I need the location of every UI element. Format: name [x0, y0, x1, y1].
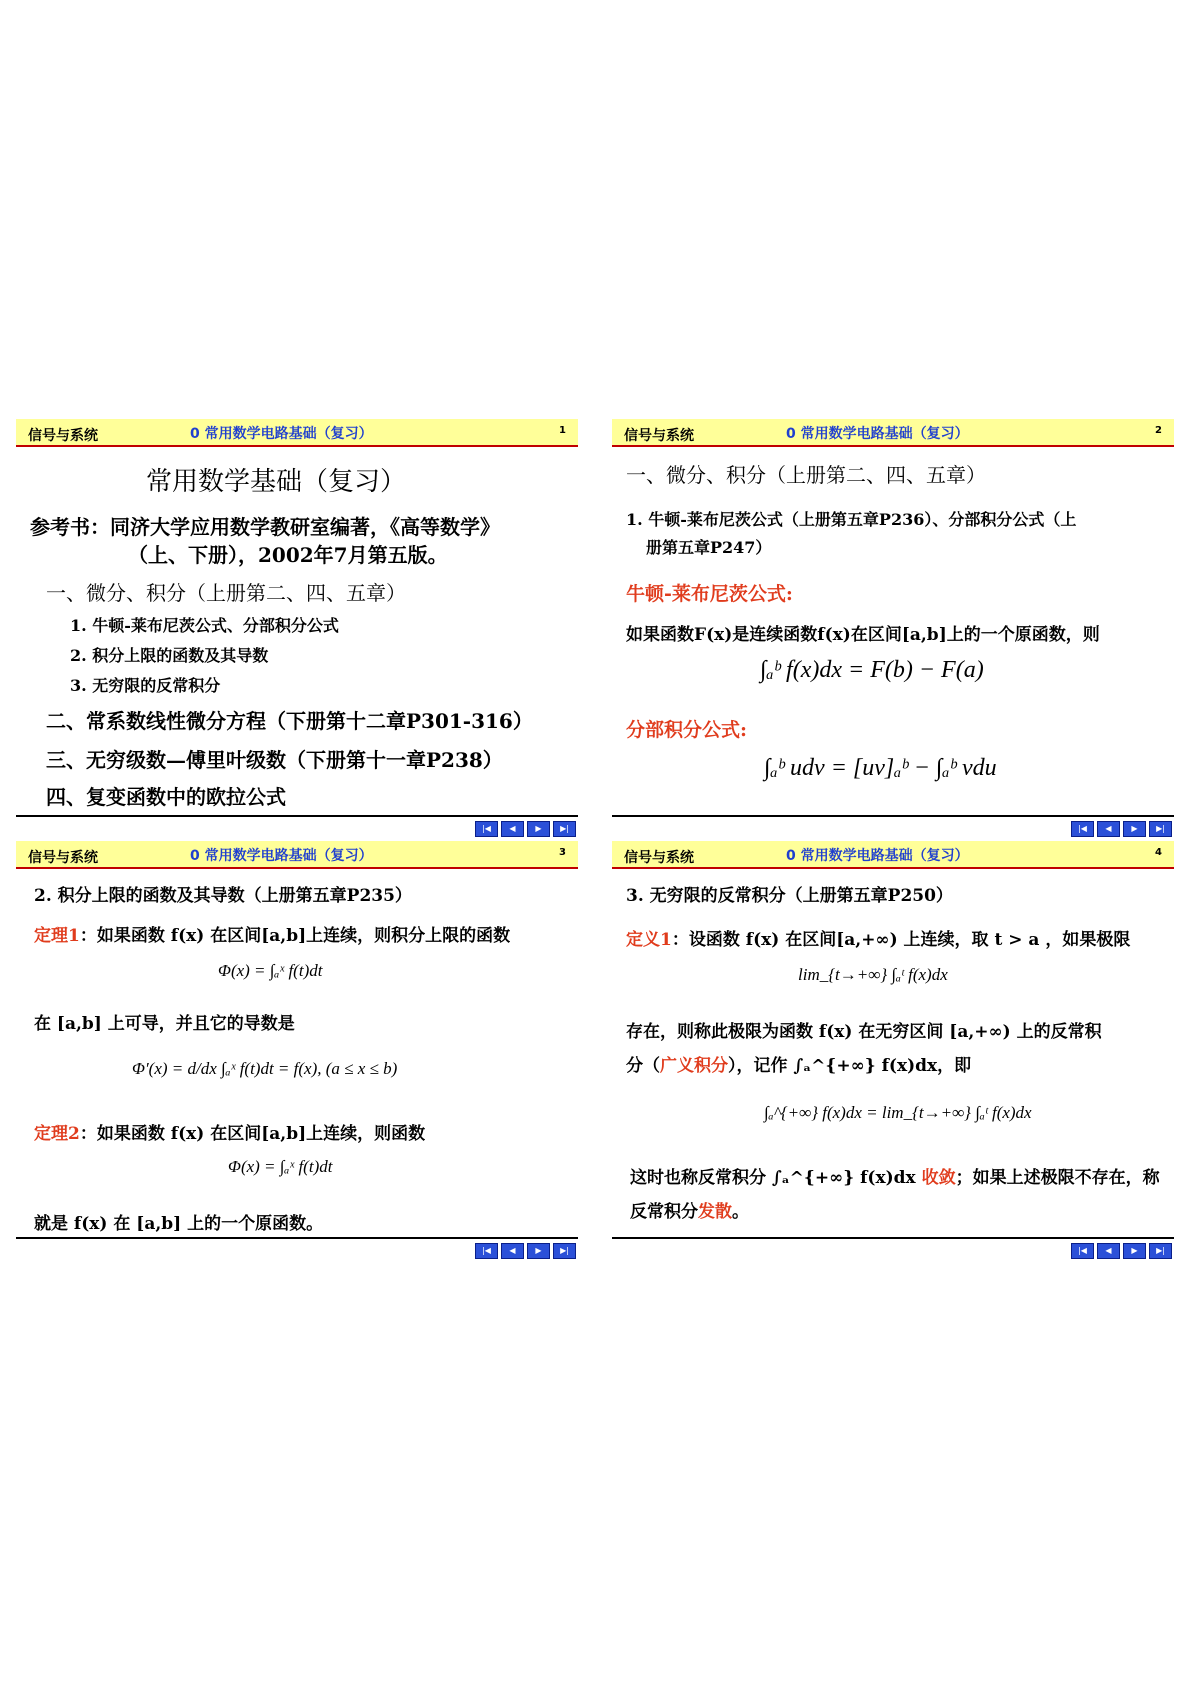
divergent-term: 发散 [698, 1202, 732, 1222]
slide-3 [16, 841, 578, 1261]
text-notation-post: ），记作 ∫ₐ^{+∞} f(x)dx，即 [728, 1056, 972, 1076]
next-slide-button[interactable]: ▶ [527, 1243, 550, 1259]
course-name: 信号与系统 [28, 850, 98, 866]
definition-1 [626, 925, 1130, 950]
slide-footer [16, 1237, 578, 1261]
section-2-heading: 二、常系数线性微分方程（下册第十二章P301-316） [46, 709, 533, 733]
next-slide-button[interactable]: ▶ [1123, 1243, 1146, 1259]
slide-header [612, 841, 1174, 869]
last-slide-button[interactable]: ▶| [1149, 1243, 1172, 1259]
nav-controls [1071, 1243, 1172, 1259]
section-3-heading: 三、无穷级数—傅里叶级数（下册第十一章P238） [46, 748, 503, 772]
newton-leibniz-text: 如果函数F(x)是连续函数f(x)在区间[a,b]上的一个原函数，则 [626, 625, 1100, 645]
text-notation [626, 1051, 971, 1076]
section-1-heading: 一、微分、积分（上册第二、四、五章） [46, 581, 406, 605]
theorem-2-label: 定理2 [34, 1124, 80, 1144]
slide-header [16, 419, 578, 447]
last-slide-button[interactable]: ▶| [553, 821, 576, 837]
text-notation-pre: 分（ [626, 1056, 660, 1076]
prev-slide-button[interactable]: ◀ [501, 1243, 524, 1259]
page-number: 1 [559, 425, 566, 436]
slide-footer [612, 815, 1174, 839]
definition-1-text: ：设函数 f(x) 在区间[a,+∞) 上连续，取 t > a ，如果极限 [671, 930, 1131, 950]
page-number: 4 [1155, 847, 1162, 858]
text-divergent [630, 1197, 749, 1222]
section-4-heading: 四、复变函数中的欧拉公式 [46, 785, 286, 809]
convergent-term: 收敛 [921, 1168, 956, 1188]
text-convergent-pre: 这时也称反常积分 ∫ₐ^{+∞} f(x)dx [630, 1168, 922, 1188]
theorem-1-text: ：如果函数 f(x) 在区间[a,b]上连续，则积分上限的函数 [79, 926, 511, 946]
section-heading: 3. 无穷限的反常积分（上册第五章P250） [626, 886, 953, 906]
reference-line-1: 参考书：同济大学应用数学教研室编著，《高等数学》 [30, 515, 500, 539]
last-slide-button[interactable]: ▶| [553, 1243, 576, 1259]
newton-leibniz-formula: ∫ₐᵇ f(x)dx = F(b) − F(a) [760, 657, 984, 683]
course-name: 信号与系统 [28, 428, 98, 444]
generalized-integral-term: 广义积分 [660, 1056, 728, 1076]
derivative-text: 在 [a,b] 上可导，并且它的导数是 [34, 1014, 295, 1034]
page-number: 3 [559, 847, 566, 858]
formula-limit: lim_{t→+∞} ∫ₐᵗ f(x)dx [798, 965, 948, 984]
prev-slide-button[interactable]: ◀ [501, 821, 524, 837]
text-convergent-post: ；如果上述极限不存在，称 [955, 1168, 1160, 1188]
definition-1-label: 定义1 [626, 930, 672, 950]
conclusion-text: 就是 f(x) 在 [a,b] 上的一个原函数。 [34, 1214, 324, 1234]
theorem-2 [34, 1119, 425, 1144]
list-item: 2. 积分上限的函数及其导数 [70, 646, 269, 665]
first-slide-button[interactable]: |◀ [475, 1243, 498, 1259]
slide-1 [16, 419, 578, 839]
formula-phi-2: Φ(x) = ∫ₐˣ f(t)dt [228, 1157, 333, 1176]
nav-controls [475, 821, 576, 837]
slide-footer [16, 815, 578, 839]
reference-line-2: （上、下册），2002年7月第五版。 [128, 543, 448, 567]
course-name: 信号与系统 [624, 850, 694, 866]
last-slide-button[interactable]: ▶| [1149, 821, 1172, 837]
section-heading: 2. 积分上限的函数及其导数（上册第五章P235） [34, 886, 412, 906]
nav-controls [475, 1243, 576, 1259]
course-name: 信号与系统 [624, 428, 694, 444]
formula-phi-derivative: Φ′(x) = d/dx ∫ₐˣ f(t)dt = f(x), (a ≤ x ≤ b) [132, 1059, 398, 1078]
first-slide-button[interactable]: |◀ [1071, 1243, 1094, 1259]
text-divergent-post: 。 [732, 1202, 749, 1222]
text-exists: 存在，则称此极限为函数 f(x) 在无穷区间 [a,+∞) 上的反常积 [626, 1022, 1102, 1042]
slide-title: 常用数学基础（复习） [146, 467, 407, 497]
section-heading: 一、微分、积分（上册第二、四、五章） [626, 463, 986, 487]
chapter-title: 0 常用数学电路基础（复习） [786, 848, 969, 864]
chapter-title: 0 常用数学电路基础（复习） [190, 848, 373, 864]
slide-4 [612, 841, 1174, 1261]
item-line-1: 1. 牛顿-莱布尼茨公式（上册第五章P236）、分部积分公式（上 [626, 510, 1077, 529]
prev-slide-button[interactable]: ◀ [1097, 1243, 1120, 1259]
slide-2 [612, 419, 1174, 839]
slide-footer [612, 1237, 1174, 1261]
formula-improper-integral: ∫ₐ^{+∞} f(x)dx = lim_{t→+∞} ∫ₐᵗ f(x)dx [764, 1103, 1032, 1122]
chapter-title: 0 常用数学电路基础（复习） [786, 426, 969, 442]
first-slide-button[interactable]: |◀ [1071, 821, 1094, 837]
list-item: 1. 牛顿-莱布尼茨公式、分部积分公式 [70, 616, 339, 635]
next-slide-button[interactable]: ▶ [1123, 821, 1146, 837]
formula-phi: Φ(x) = ∫ₐˣ f(t)dt [218, 961, 323, 980]
integration-by-parts-formula: ∫ₐᵇ udv = [uv]ₐᵇ − ∫ₐᵇ vdu [764, 755, 997, 781]
prev-slide-button[interactable]: ◀ [1097, 821, 1120, 837]
theorem-2-text: ：如果函数 f(x) 在区间[a,b]上连续，则函数 [79, 1124, 426, 1144]
text-convergent [630, 1163, 1160, 1188]
integration-by-parts-title: 分部积分公式: [626, 719, 748, 741]
list-item: 3. 无穷限的反常积分 [70, 676, 221, 695]
text-divergent-pre: 反常积分 [630, 1202, 698, 1222]
theorem-1-label: 定理1 [34, 926, 80, 946]
chapter-title: 0 常用数学电路基础（复习） [190, 426, 373, 442]
next-slide-button[interactable]: ▶ [527, 821, 550, 837]
first-slide-button[interactable]: |◀ [475, 821, 498, 837]
slide-header [16, 841, 578, 869]
page-number: 2 [1155, 425, 1162, 436]
slide-header [612, 419, 1174, 447]
item-line-2: 册第五章P247） [646, 538, 772, 557]
nav-controls [1071, 821, 1172, 837]
newton-leibniz-title: 牛顿-莱布尼茨公式: [626, 583, 793, 605]
theorem-1 [34, 921, 510, 946]
